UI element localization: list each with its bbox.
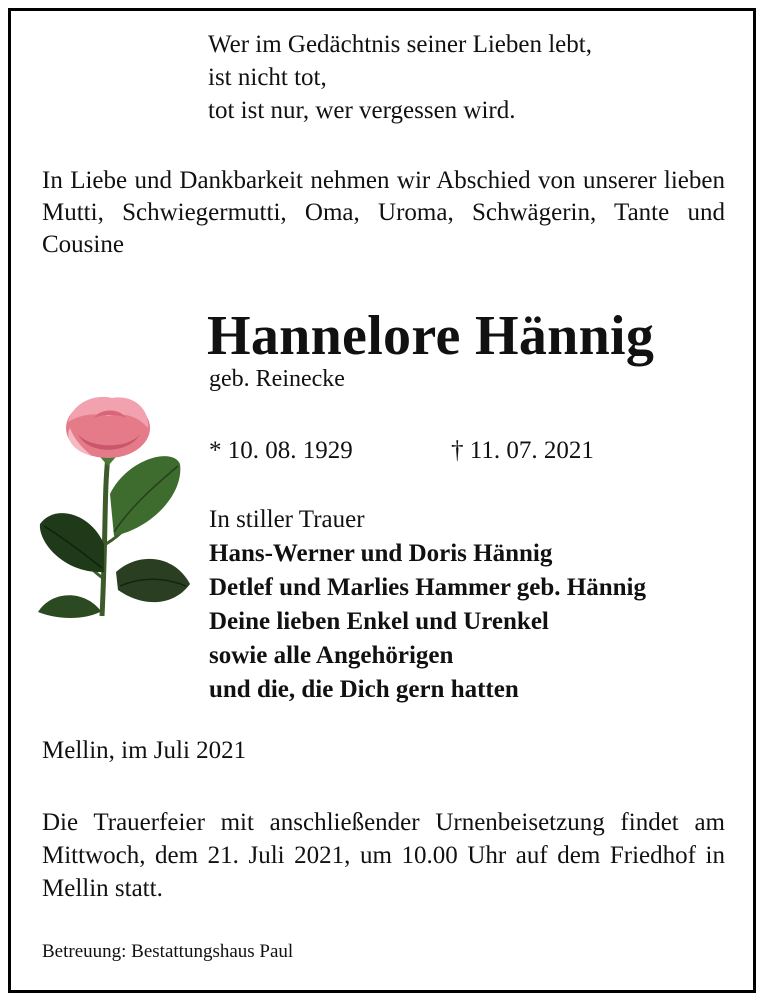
birth-name: geb. Reinecke (209, 366, 345, 392)
verse-line: tot ist nur, wer vergessen wird. (208, 97, 516, 124)
mourner-name: Deine lieben Enkel und Urenkel (209, 608, 549, 635)
verse-line: ist nicht tot, (208, 64, 327, 91)
funeral-home: Betreuung: Bestattungshaus Paul (42, 941, 294, 962)
mourner-name: sowie alle Angehörigen (209, 642, 454, 669)
mourner-name: Detlef und Marlies Hammer geb. Hännig (209, 574, 646, 601)
verse-line: Wer im Gedächtnis seiner Lieben lebt, (208, 31, 592, 58)
funeral-details: Die Trauerfeier mit anschließender Urnenbeisetzung findet am Mittwoch, dem 21. Juli 2021, um 10.00 Uhr auf dem Friedhof in Mellin statt. (42, 809, 725, 902)
deceased-name: Hannelore Hännig (207, 305, 655, 367)
death-date: † 11. 07. 2021 (451, 437, 594, 464)
birth-date: * 10. 08. 1929 (209, 437, 353, 464)
farewell-intro: In Liebe und Dankbarkeit nehmen wir Abschied von unserer lieben Mutti, Schwiegermutti, Oma, Uroma, Schwägerin, Tante und Cousine (42, 167, 725, 258)
mourning-intro: In stiller Trauer (209, 506, 365, 533)
memorial-verse (208, 28, 592, 127)
mourners-block (209, 503, 646, 707)
mourner-name: Hans-Werner und Doris Hännig (209, 540, 553, 567)
place-date: Mellin, im Juli 2021 (42, 737, 247, 764)
rose-icon (34, 394, 196, 620)
mourner-name: und die, die Dich gern hatten (209, 676, 519, 703)
